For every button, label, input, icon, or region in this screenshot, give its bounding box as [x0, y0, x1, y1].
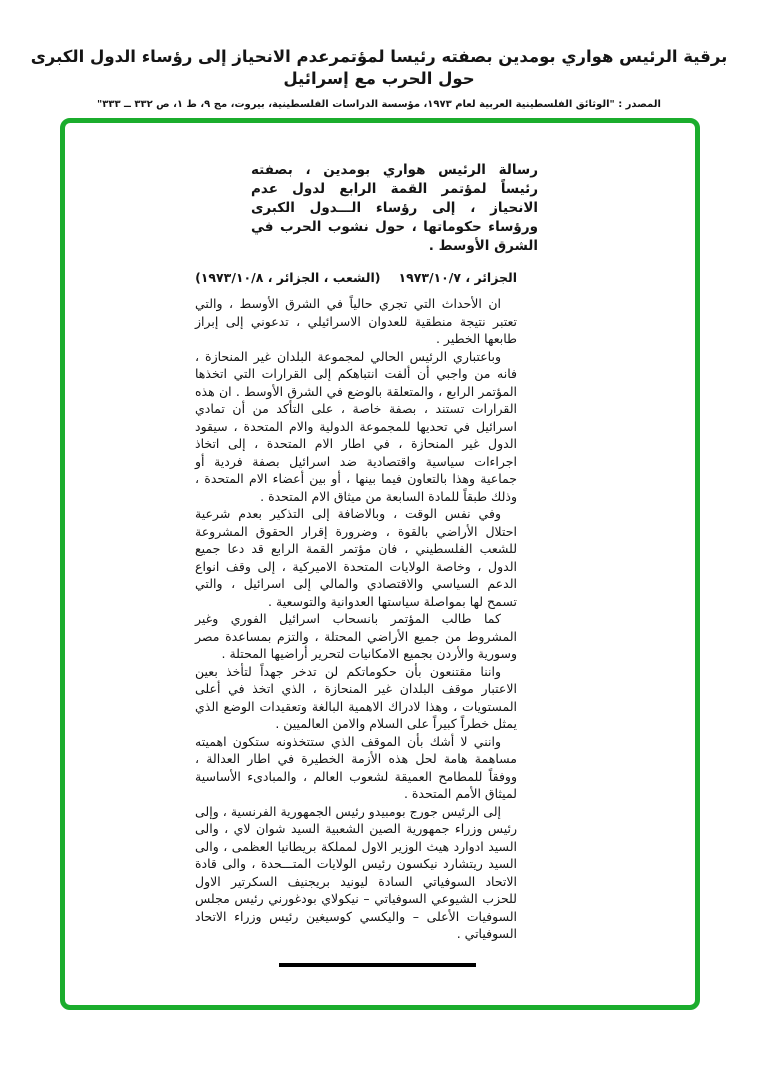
- letter-heading: رسالة الرئيس هواري بومدين ، بصفته رئيساً لمؤتمر القمة الرابع لدول عدم الانحياز ، إلى رؤساء الـــدول الكبرى ورؤساء حكوماتها ، حول نشوب الحرب في الشرق الأوسط .: [251, 162, 538, 254]
- document-header: [20, 46, 738, 112]
- letter-paragraph: ان الأحداث التي تجري حالياً في الشرق الأوسط ، والتي تعتبر نتيجة منطقية للعدوان الاسرائيلي ، تدعوني إلى إبراز طابعها الخطير .: [195, 296, 517, 346]
- document-body-column: [195, 161, 538, 967]
- dateline-press-reference: (الشعب ، الجزائر ، ١٩٧٣/١٠/٨): [195, 270, 381, 285]
- dateline-place-date: الجزائر ، ١٩٧٣/١٠/٧: [398, 270, 517, 285]
- letter-paragraph: وانني لا أشك بأن الموقف الذي ستتخذونه ستكون اهميته مساهمة هامة لحل هذه الأزمة الخطيرة في اطار العدالة ، ووفقاً للمطامح العميقة لشعوب العالم ، والمبادىء الأساسية لميثاق الأمم المتحدة .: [195, 733, 517, 801]
- green-highlight-frame: [60, 118, 700, 1010]
- letter-paragraph: وفي نفس الوقت ، وبالاضافة إلى التذكير بعدم شرعية احتلال الأراضي بالقوة ، وضرورة إقرار الحقوق المشروعة للشعب الفلسطيني ، فان مؤتمر القمة الرابع قد دعا جميع الدول ، وخاصة الولايات المتحدة الاميركية ، إلى وقف انواع الدعم السياسي والاقتصادي والمالي إلى اسرائيل ، والتي تسمح لها بمواصلة سياستها العدوانية والتوسعية .: [195, 506, 517, 609]
- letter-paragraph: واننا مقتنعون بأن حكوماتكم لن تدخر جهداً لتأخذ بعين الاعتبار موقف البلدان غير المنحازة ، الذي اتخذ في أعلى المستويات ، وهذا لادراك الاهمية البالغة وتعقيدات الوضع الذي يمثل خطراً كبيراً على السلام والامن العالميين .: [195, 663, 517, 731]
- letter-paragraph-addressees: إلى الرئيس جورج بومبيدو رئيس الجمهورية الفرنسية ، وإلى رئيس وزراء جمهورية الصين الشعبية السيد شوان لاي ، والى السيد ادوارد هيث الوزير الاول لمملكة بريطانيا العظمى ، والى السيد ريتشارد نيكسون رئيس الولايات المتـــحدة ، والى قادة الاتحاد السوفياتي السادة ليونيد بريجنيف السكرتير الاول للحزب الشيوعي السوفياتي – نيكولاي بودغورني رئيس مجلس السوفيات الأعلى – واليكسي كوسيغين رئيس وزراء الاتحاد السوفياتي .: [195, 803, 517, 941]
- document-source-citation: المصدر : "الوثائق الفلسطينية العربية لعام ١٩٧٣، مؤسسة الدراسات الفلسطينية، بيروت، مج ٩، ط ١، ص ٣٣٢ ــ ٣٣٣": [97, 99, 661, 110]
- letter-paragraph: وباعتباري الرئيس الحالي لمجموعة البلدان غير المنحازة ، فانه من واجبي أن ألفت انتباهكم إلى القرارات التي اتخذها المؤتمر الرابع ، والمتعلقة بالوضع في الشرق الأوسط . ان هذه القرارات تستند ، بصفة خاصة ، على التأكد من أن تمادي اسرائيل في تحديها للمجموعة الدولية والام المتحدة ، سيقود الدول غير المنحازة ، في اطار الام المتحدة ، إلى اتخاذ اجراءات سياسية واقتصادية ضد اسرائيل بصفة فردية أو جماعية وهذا بالتعاون فيما بينها ، أو بين أعضاء الام المتحدة ، وذلك طبقاً للمادة السابعة من ميثاق الام المتحدة .: [195, 348, 517, 504]
- document-caption-title: برقية الرئيس هواري بومدين بصفته رئيسا لمؤتمرعدم الانحياز إلى رؤساء الدول الكبرى حول الحرب مع إسرائيل: [30, 47, 728, 88]
- dateline: [195, 270, 517, 285]
- end-of-document-rule: [279, 963, 476, 967]
- letter-paragraph: كما طالب المؤتمر بانسحاب اسرائيل الفوري وغير المشروط من جميع الأراضي المحتلة ، والتزم بمساعدة مصر وسورية والأردن بجميع الامكانيات لتحرير أراضيها المحتلة .: [195, 611, 517, 661]
